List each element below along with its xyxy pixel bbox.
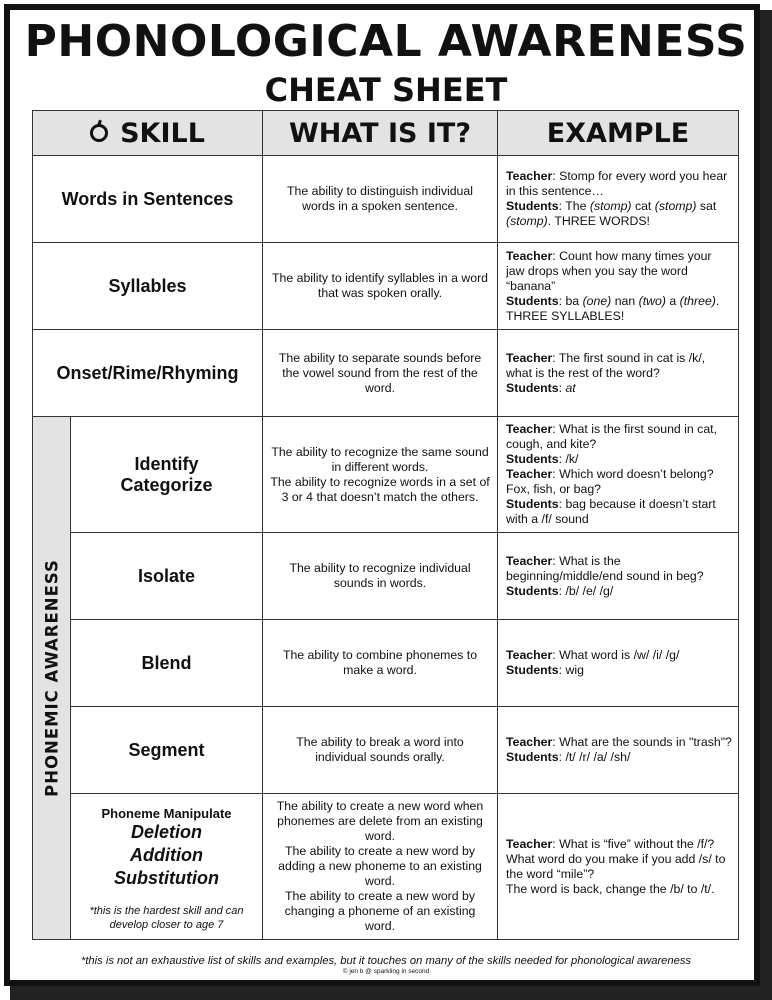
what-cell: The ability to create a new word when phonemes are delete from an existing word. The ability to create a new word by adding a new phoneme to an existing word. The ability to create a new word by changing a phoneme of an existing word. xyxy=(263,794,498,940)
example-cell: Teacher: What word is /w/ /i/ /g/ Students: wig xyxy=(498,620,739,707)
example-cell: Teacher: What are the sounds in "trash"? Students: /t/ /r/ /a/ /sh/ xyxy=(498,707,739,794)
what-cell: The ability to recognize individual sounds in words. xyxy=(263,533,498,620)
what-cell: The ability to recognize the same sound in different words. The ability to recognize words in a set of 3 or 4 that doesn’t match the others. xyxy=(263,417,498,533)
example-cell: Teacher: Stomp for every word you hear in this sentence… Students: The (stomp) cat (stomp) sat (stomp). THREE WORDS! xyxy=(498,156,739,243)
table-row xyxy=(33,707,739,794)
substitution-label: Substitution xyxy=(114,867,219,888)
phonemic-awareness-label: PHONEMIC AWARENESS xyxy=(42,559,61,797)
skill-cell: Isolate xyxy=(71,533,263,620)
apple-icon xyxy=(90,124,108,142)
what-column-header: WHAT IS IT? xyxy=(263,111,498,156)
table-row xyxy=(33,620,739,707)
example-column-header: EXAMPLE xyxy=(498,111,739,156)
what-cell: The ability to break a word into individual sounds orally. xyxy=(263,707,498,794)
skill-cell: Identify Categorize xyxy=(71,417,263,533)
credit-line: © jen b @ sparkling in second xyxy=(342,968,430,975)
cheat-sheet-table xyxy=(32,110,739,940)
example-cell: Teacher: The first sound in cat is /k/, what is the rest of the word? Students: at xyxy=(498,330,739,417)
page-title: PHONOLOGICAL AWARENESS xyxy=(24,16,748,67)
table-row xyxy=(33,417,739,533)
phonemic-awareness-label-cell xyxy=(33,417,71,940)
what-cell: The ability to separate sounds before the vowel sound from the rest of the word. xyxy=(263,330,498,417)
page-subtitle: CHEAT SHEET xyxy=(264,71,508,109)
hardest-skill-note: *this is the hardest skill and can develop closer to age 7 xyxy=(89,904,244,931)
example-cell: Teacher: What is the first sound in cat, cough, and kite? Students: /k/ Teacher: Which word doesn’t belong? Fox, fish, or bag? Students: bag because it doesn’t start with a /f/ sound xyxy=(498,417,739,533)
what-cell: The ability to identify syllables in a word that was spoken orally. xyxy=(263,243,498,330)
addition-label: Addition xyxy=(130,844,203,865)
phoneme-manipulate-cell xyxy=(71,794,263,940)
example-cell: Teacher: What is “five” without the /f/? What word do you make if you add /s/ to the word “mile”? The word is back, change the /b/ to /t/. xyxy=(498,794,739,940)
table-row xyxy=(33,243,739,330)
what-cell: The ability to combine phonemes to make a word. xyxy=(263,620,498,707)
table-row xyxy=(33,330,739,417)
what-cell: The ability to distinguish individual words in a spoken sentence. xyxy=(263,156,498,243)
phoneme-manipulate-heading: Phoneme Manipulate xyxy=(101,805,232,821)
table-row xyxy=(33,156,739,243)
table-row xyxy=(33,794,739,940)
skill-cell: Blend xyxy=(71,620,263,707)
skill-cell: Onset/Rime/Rhyming xyxy=(33,330,263,417)
table-header-row xyxy=(33,111,739,156)
footnote: *this is not an exhaustive list of skills and examples, but it touches on many of the skills needed for phonological awareness xyxy=(80,955,692,967)
skill-cell: Segment xyxy=(71,707,263,794)
skill-column-header xyxy=(33,111,263,156)
example-cell: Teacher: Count how many times your jaw drops when you say the word “banana” Students: ba (one) nan (two) a (three). THREE SYLLABLES! xyxy=(498,243,739,330)
example-cell: Teacher: What is the beginning/middle/end sound in beg? Students: /b/ /e/ /g/ xyxy=(498,533,739,620)
deletion-label: Deletion xyxy=(131,821,203,842)
skill-cell: Words in Sentences xyxy=(33,156,263,243)
skill-cell: Syllables xyxy=(33,243,263,330)
skill-header-label: SKILL xyxy=(120,117,205,149)
table-row xyxy=(33,533,739,620)
